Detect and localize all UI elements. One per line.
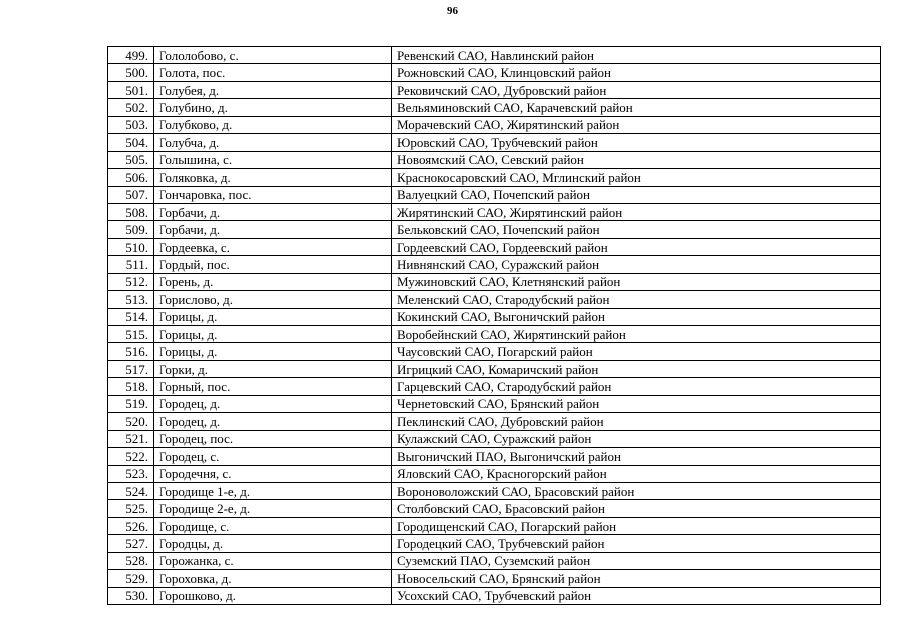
row-number: 509.	[108, 221, 154, 238]
settlement-name: Горицы, д.	[154, 343, 392, 360]
administrative-unit: Рожновский САО, Клинцовский район	[392, 64, 881, 81]
administrative-unit: Вельяминовский САО, Карачевский район	[392, 99, 881, 116]
administrative-unit: Чаусовский САО, Погарский район	[392, 343, 881, 360]
settlement-name: Голубино, д.	[154, 99, 392, 116]
administrative-unit: Гарцевский САО, Стародубский район	[392, 378, 881, 395]
row-number: 520.	[108, 413, 154, 430]
settlement-name: Горошково, д.	[154, 587, 392, 604]
row-number: 502.	[108, 99, 154, 116]
table-row	[108, 273, 881, 290]
table-row	[108, 482, 881, 499]
table-row	[108, 116, 881, 133]
row-number: 526.	[108, 517, 154, 534]
row-number: 513.	[108, 291, 154, 308]
table-row	[108, 500, 881, 517]
table-row	[108, 256, 881, 273]
page-number: 96	[447, 5, 458, 17]
settlement-name: Горки, д.	[154, 360, 392, 377]
table-row	[108, 64, 881, 81]
settlement-name: Горбачи, д.	[154, 221, 392, 238]
table-row	[108, 413, 881, 430]
settlement-name: Голубково, д.	[154, 116, 392, 133]
administrative-unit: Игрицкий САО, Комаричский район	[392, 360, 881, 377]
settlement-name: Гороховка, д.	[154, 570, 392, 587]
table-row	[108, 238, 881, 255]
row-number: 522.	[108, 448, 154, 465]
table-row	[108, 47, 881, 64]
settlement-name: Горбачи, д.	[154, 203, 392, 220]
administrative-unit: Рековичский САО, Дубровский район	[392, 81, 881, 98]
administrative-unit: Городецкий САО, Трубчевский район	[392, 535, 881, 552]
row-number: 504.	[108, 134, 154, 151]
administrative-unit: Усохский САО, Трубчевский район	[392, 587, 881, 604]
settlement-name: Городец, с.	[154, 448, 392, 465]
table-row	[108, 326, 881, 343]
settlement-name: Голубча, д.	[154, 134, 392, 151]
administrative-unit: Мужиновский САО, Клетнянский район	[392, 273, 881, 290]
administrative-unit: Чернетовский САО, Брянский район	[392, 395, 881, 412]
row-number: 518.	[108, 378, 154, 395]
table-row	[108, 134, 881, 151]
settlement-name: Горицы, д.	[154, 326, 392, 343]
row-number: 500.	[108, 64, 154, 81]
settlement-name: Городище 1-е, д.	[154, 482, 392, 499]
settlement-name: Горицы, д.	[154, 308, 392, 325]
row-number: 524.	[108, 482, 154, 499]
administrative-unit: Воробейнский САО, Жирятинский район	[392, 326, 881, 343]
settlement-name: Городец, пос.	[154, 430, 392, 447]
table-row	[108, 221, 881, 238]
settlement-name: Городище, с.	[154, 517, 392, 534]
settlement-name: Горислово, д.	[154, 291, 392, 308]
settlements-table	[107, 46, 881, 605]
table-row	[108, 203, 881, 220]
settlement-name: Горожанка, с.	[154, 552, 392, 569]
table-row	[108, 552, 881, 569]
settlement-name: Горный, пос.	[154, 378, 392, 395]
settlement-name: Городцы, д.	[154, 535, 392, 552]
settlement-name: Голота, пос.	[154, 64, 392, 81]
table-row	[108, 169, 881, 186]
administrative-unit: Пеклинский САО, Дубровский район	[392, 413, 881, 430]
table-row	[108, 587, 881, 604]
row-number: 517.	[108, 360, 154, 377]
settlement-name: Гордеевка, с.	[154, 238, 392, 255]
settlement-name: Горень, д.	[154, 273, 392, 290]
table-row	[108, 291, 881, 308]
table-row	[108, 378, 881, 395]
row-number: 525.	[108, 500, 154, 517]
row-number: 515.	[108, 326, 154, 343]
administrative-unit: Новоямский САО, Севский район	[392, 151, 881, 168]
table-row	[108, 343, 881, 360]
settlement-name: Гордый, пос.	[154, 256, 392, 273]
administrative-unit: Нивнянский САО, Суражский район	[392, 256, 881, 273]
settlement-name: Гончаровка, пос.	[154, 186, 392, 203]
table-row	[108, 395, 881, 412]
row-number: 507.	[108, 186, 154, 203]
settlement-name: Городец, д.	[154, 413, 392, 430]
table-row	[108, 360, 881, 377]
settlement-name: Городечня, с.	[154, 465, 392, 482]
administrative-unit: Выгоничский ПАО, Выгоничский район	[392, 448, 881, 465]
table-row	[108, 448, 881, 465]
administrative-unit: Ревенский САО, Навлинский район	[392, 47, 881, 64]
administrative-unit: Суземский ПАО, Суземский район	[392, 552, 881, 569]
row-number: 501.	[108, 81, 154, 98]
table-row	[108, 430, 881, 447]
administrative-unit: Морачевский САО, Жирятинский район	[392, 116, 881, 133]
row-number: 530.	[108, 587, 154, 604]
row-number: 527.	[108, 535, 154, 552]
table-row	[108, 517, 881, 534]
row-number: 511.	[108, 256, 154, 273]
administrative-unit: Вороноволожский САО, Брасовский район	[392, 482, 881, 499]
row-number: 510.	[108, 238, 154, 255]
administrative-unit: Кулажский САО, Суражский район	[392, 430, 881, 447]
administrative-unit: Кокинский САО, Выгоничский район	[392, 308, 881, 325]
administrative-unit: Бельковский САО, Почепский район	[392, 221, 881, 238]
table-body	[108, 47, 881, 605]
row-number: 519.	[108, 395, 154, 412]
settlement-name: Голышина, с.	[154, 151, 392, 168]
table-row	[108, 151, 881, 168]
table-row	[108, 535, 881, 552]
settlement-name: Голубея, д.	[154, 81, 392, 98]
administrative-unit: Меленский САО, Стародубский район	[392, 291, 881, 308]
table-row	[108, 308, 881, 325]
administrative-unit: Гордеевский САО, Гордеевский район	[392, 238, 881, 255]
row-number: 528.	[108, 552, 154, 569]
administrative-unit: Городищенский САО, Погарский район	[392, 517, 881, 534]
settlement-name: Гололобово, с.	[154, 47, 392, 64]
table-row	[108, 570, 881, 587]
settlement-name: Городище 2-е, д.	[154, 500, 392, 517]
table-row	[108, 186, 881, 203]
row-number: 505.	[108, 151, 154, 168]
row-number: 503.	[108, 116, 154, 133]
administrative-unit: Жирятинский САО, Жирятинский район	[392, 203, 881, 220]
row-number: 512.	[108, 273, 154, 290]
row-number: 523.	[108, 465, 154, 482]
row-number: 516.	[108, 343, 154, 360]
administrative-unit: Яловский САО, Красногорский район	[392, 465, 881, 482]
table-row	[108, 465, 881, 482]
row-number: 506.	[108, 169, 154, 186]
administrative-unit: Юровский САО, Трубчевский район	[392, 134, 881, 151]
administrative-unit: Валуецкий САО, Почепский район	[392, 186, 881, 203]
administrative-unit: Краснокосаровский САО, Мглинский район	[392, 169, 881, 186]
settlement-name: Голяковка, д.	[154, 169, 392, 186]
row-number: 529.	[108, 570, 154, 587]
table-row	[108, 81, 881, 98]
table-row	[108, 99, 881, 116]
row-number: 499.	[108, 47, 154, 64]
settlement-name: Городец, д.	[154, 395, 392, 412]
row-number: 514.	[108, 308, 154, 325]
row-number: 508.	[108, 203, 154, 220]
row-number: 521.	[108, 430, 154, 447]
administrative-unit: Столбовский САО, Брасовский район	[392, 500, 881, 517]
administrative-unit: Новосельский САО, Брянский район	[392, 570, 881, 587]
